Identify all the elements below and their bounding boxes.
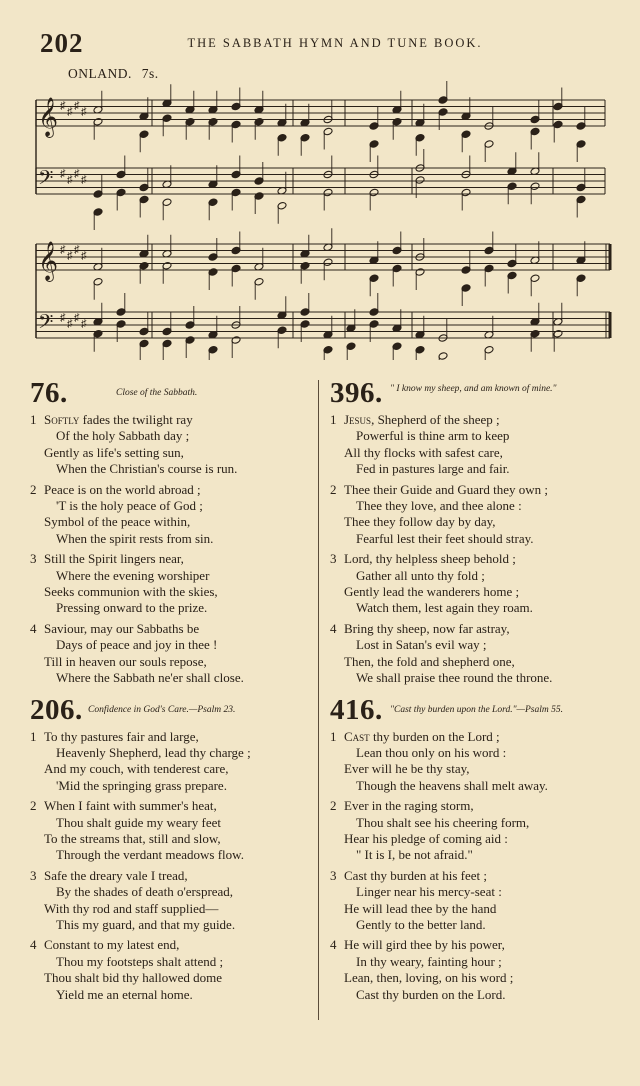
stanza-number: 3 xyxy=(330,551,337,567)
verse-line xyxy=(344,654,612,670)
verse-line xyxy=(44,937,312,953)
verse-text: Pressing onward to the prize. xyxy=(56,600,208,616)
stanza-number: 3 xyxy=(330,867,337,883)
verse-text: Where the evening worshiper xyxy=(56,567,210,583)
column-divider xyxy=(318,380,319,1020)
hymn-title: Close of the Sabbath. xyxy=(116,388,198,398)
stanza-number: 4 xyxy=(330,620,337,636)
verse-line xyxy=(44,670,312,686)
verse-line xyxy=(44,584,312,600)
verse-text: Thee their Guide and Guard they own ; xyxy=(344,481,548,497)
verse-line xyxy=(344,937,612,953)
sharp-sign: ♯ xyxy=(74,100,80,112)
page-number: 202 xyxy=(40,28,84,58)
verse-line xyxy=(44,987,312,1003)
first-word: Cast xyxy=(344,728,370,744)
verse-text: To thy pastures fair and large, xyxy=(44,728,199,744)
verse-line xyxy=(344,847,612,863)
first-word: Softly xyxy=(44,412,80,427)
verse-line xyxy=(44,847,312,863)
stanza xyxy=(30,798,312,864)
verse-line xyxy=(344,815,612,831)
verse-line xyxy=(344,531,612,547)
sharp-sign: ♯ xyxy=(81,318,87,330)
verse-text: Peace is on the world abroad ; xyxy=(44,481,201,497)
first-word: Jesus, xyxy=(344,412,375,427)
hymn-title: " I know my sheep, and am known of mine." xyxy=(390,384,557,394)
verse-line xyxy=(344,600,612,616)
verse-text: Yield me an eternal home. xyxy=(56,986,193,1002)
stanza-number: 4 xyxy=(30,620,37,636)
verse-text: In thy weary, fainting hour ; xyxy=(356,953,502,969)
sharp-sign: ♯ xyxy=(67,250,73,262)
sharp-sign: ♯ xyxy=(81,174,87,186)
verse-text: Thou my footsteps shalt attend ; xyxy=(56,953,224,969)
verse-line xyxy=(344,514,612,530)
verse-text: Fearful lest their feet should stray. xyxy=(356,530,534,546)
stanza xyxy=(30,551,312,617)
verse-text: Ever in the raging storm, xyxy=(344,798,474,814)
verse-text: By the shades of death o'erspread, xyxy=(56,884,234,900)
verse-text: Symbol of the peace within, xyxy=(44,514,191,530)
verse-text: Ever will he be thy stay, xyxy=(344,761,470,777)
verse-text: Safe the dreary vale I tread, xyxy=(44,867,188,883)
sharp-sign: ♯ xyxy=(74,312,80,324)
verse-text: thy burden on the Lord ; xyxy=(372,728,500,744)
running-title: THE SABBATH HYMN AND TUNE BOOK. xyxy=(187,36,483,50)
stanza xyxy=(330,729,612,795)
verse-text: Bring thy sheep, now far astray, xyxy=(344,620,510,636)
verse-line xyxy=(344,987,612,1003)
verse-line xyxy=(344,778,612,794)
verse-text: Till in heaven our souls repose, xyxy=(44,653,207,669)
verse-text: Shepherd of the sheep ; xyxy=(377,412,500,427)
hymn-number: 396. xyxy=(330,377,383,409)
verse-line xyxy=(44,600,312,616)
verse-line xyxy=(44,637,312,653)
stanza xyxy=(330,621,612,687)
verse-line xyxy=(44,884,312,900)
verse-text: Thou shalt bid thy hallowed dome xyxy=(44,970,223,986)
verse-text: Though the heavens shall melt away. xyxy=(356,777,548,793)
hymn-title: "Cast thy burden upon the Lord."—Psalm 55. xyxy=(390,704,563,715)
sharp-sign: ♯ xyxy=(60,168,66,180)
sharp-sign: ♯ xyxy=(81,250,87,262)
verse-line xyxy=(44,778,312,794)
sharp-sign: ♯ xyxy=(67,106,73,118)
verse-line xyxy=(44,729,312,745)
stanza xyxy=(30,482,312,548)
verse-text: Days of peace and joy in thee ! xyxy=(56,637,218,653)
verse-line xyxy=(344,729,612,745)
sharp-sign: ♯ xyxy=(81,106,87,118)
verse-line xyxy=(44,761,312,777)
verse-line xyxy=(344,428,612,444)
verse-line xyxy=(344,954,612,970)
stanza xyxy=(330,937,612,1003)
stanza-number: 1 xyxy=(30,728,37,744)
stanza-number: 1 xyxy=(330,728,337,744)
verse-line xyxy=(344,670,612,686)
verse-line xyxy=(344,917,612,933)
verse-text: Fed in pastures large and fair. xyxy=(356,461,510,477)
stanza-number: 1 xyxy=(30,412,37,427)
verse-text: Of the holy Sabbath day ; xyxy=(56,428,190,444)
verse-text: Linger near his mercy-seat : xyxy=(356,884,502,900)
verse-text: Constant to my latest end, xyxy=(44,937,180,953)
sharp-sign: ♯ xyxy=(74,168,80,180)
verse-line xyxy=(44,428,312,444)
verse-line xyxy=(344,445,612,461)
stanza xyxy=(330,412,612,478)
right-column xyxy=(330,375,612,1003)
verse-text: Cast thy burden on the Lord. xyxy=(356,986,506,1002)
verse-text: Thou shalt see his cheering form, xyxy=(356,814,530,830)
bass-clef: 𝄢 xyxy=(38,166,54,194)
verse-text: Thee they love, and thee alone : xyxy=(356,498,522,514)
music-score xyxy=(0,0,640,360)
verse-line xyxy=(44,531,312,547)
verse-text: And my couch, with tenderest care, xyxy=(44,761,229,777)
hymn-396 xyxy=(330,378,612,687)
stanza xyxy=(330,868,612,934)
verse-line xyxy=(44,901,312,917)
verse-line xyxy=(344,498,612,514)
verse-line xyxy=(344,868,612,884)
left-column xyxy=(30,375,312,1003)
verse-line xyxy=(344,551,612,567)
sharp-sign: ♯ xyxy=(67,318,73,330)
verse-line xyxy=(44,482,312,498)
sharp-sign: ♯ xyxy=(74,244,80,256)
verse-text: 'T is the holy peace of God ; xyxy=(56,498,203,514)
stanza xyxy=(30,868,312,934)
verse-line xyxy=(44,551,312,567)
verse-line xyxy=(344,745,612,761)
verse-text: When the Christian's course is run. xyxy=(56,461,238,477)
verse-text: Saviour, may our Sabbaths be xyxy=(44,620,200,636)
verse-line xyxy=(44,745,312,761)
verse-text: " It is I, be not afraid." xyxy=(356,847,473,863)
verse-line xyxy=(44,954,312,970)
verse-text: Thee they follow day by day, xyxy=(344,514,496,530)
verse-line xyxy=(344,568,612,584)
bass-clef: 𝄢 xyxy=(38,310,54,338)
verse-text: Cast thy burden at his feet ; xyxy=(344,867,487,883)
verse-text: Gently to the better land. xyxy=(356,916,486,932)
verse-line xyxy=(344,901,612,917)
stanza xyxy=(30,412,312,478)
hymn-title: Confidence in God's Care.—Psalm 23. xyxy=(88,704,236,715)
stanza xyxy=(30,729,312,795)
stanza-number: 4 xyxy=(330,937,337,953)
verse-text: Gently as life's setting sun, xyxy=(44,444,184,460)
verse-text: Gather all unto thy fold ; xyxy=(356,567,485,583)
stanza xyxy=(330,482,612,548)
verse-line xyxy=(344,482,612,498)
treble-clef: 𝄞 xyxy=(38,97,59,137)
verse-text: Gently lead the wanderers home ; xyxy=(344,584,520,600)
sharp-sign: ♯ xyxy=(67,174,73,186)
verse-line xyxy=(344,970,612,986)
verse-text: fades the twilight ray xyxy=(82,412,193,427)
stanza xyxy=(330,798,612,864)
verse-text: Lean, then, loving, on his word ; xyxy=(344,970,514,986)
hymn-number: 206. xyxy=(30,693,83,726)
stanza-number: 2 xyxy=(30,798,37,814)
verse-text: Lost in Satan's evil way ; xyxy=(356,637,487,653)
verse-text: Hear his pledge of coming aid : xyxy=(344,830,508,846)
verse-line xyxy=(44,798,312,814)
verse-text: Through the verdant meadows flow. xyxy=(56,847,244,863)
sharp-sign: ♯ xyxy=(60,244,66,256)
verse-text: Lean thou only on his word : xyxy=(356,744,507,760)
verse-line xyxy=(344,761,612,777)
verse-line xyxy=(44,445,312,461)
verse-text: Lord, thy helpless sheep behold ; xyxy=(344,551,516,567)
verse-line xyxy=(44,498,312,514)
verse-line xyxy=(44,568,312,584)
verse-text: He will gird thee by his power, xyxy=(344,937,505,953)
verse-text: To the streams that, still and slow, xyxy=(44,830,221,846)
hymn-206 xyxy=(30,695,312,1004)
stanza-number: 2 xyxy=(330,481,337,497)
stanza-number: 4 xyxy=(30,937,37,953)
verse-text: With thy rod and staff supplied— xyxy=(44,900,219,916)
verse-line xyxy=(44,412,312,428)
hymn-76 xyxy=(30,378,312,687)
verse-line xyxy=(344,584,612,600)
verse-text: When the spirit rests from sin. xyxy=(56,530,214,546)
verse-line xyxy=(44,917,312,933)
verse-text: When I faint with summer's heat, xyxy=(44,798,217,814)
hymn-number: 416. xyxy=(330,693,383,726)
hymn-416 xyxy=(330,695,612,1004)
stanza xyxy=(30,937,312,1003)
stanza-number: 2 xyxy=(30,481,37,497)
verse-text: All thy flocks with safest care, xyxy=(344,444,503,460)
verse-line xyxy=(44,461,312,477)
verse-text: 'Mid the springing grass prepare. xyxy=(56,777,227,793)
verse-line xyxy=(44,815,312,831)
verse-line xyxy=(44,868,312,884)
tune-name: ONLAND. xyxy=(68,66,132,81)
verse-text: Thou shalt guide my weary feet xyxy=(56,814,221,830)
verse-text: Then, the fold and shepherd one, xyxy=(344,653,515,669)
stanza-number: 1 xyxy=(330,412,337,427)
treble-clef: 𝄞 xyxy=(38,241,59,281)
verse-line xyxy=(44,831,312,847)
verse-text: Watch them, lest again they roam. xyxy=(356,600,533,616)
verse-text: He will lead thee by the hand xyxy=(344,900,497,916)
verse-line xyxy=(344,412,612,428)
verse-line xyxy=(344,884,612,900)
sharp-sign: ♯ xyxy=(60,312,66,324)
verse-text: Heavenly Shepherd, lead thy charge ; xyxy=(56,744,251,760)
verse-line xyxy=(44,621,312,637)
verse-text: Where the Sabbath ne'er shall close. xyxy=(56,670,244,686)
stanza xyxy=(30,621,312,687)
sharp-sign: ♯ xyxy=(60,100,66,112)
stanza-number: 3 xyxy=(30,551,37,567)
verse-line xyxy=(44,514,312,530)
verse-line xyxy=(344,621,612,637)
stanza-number: 2 xyxy=(330,798,337,814)
hymn-number: 76. xyxy=(30,377,68,409)
verse-text: This my guard, and that my guide. xyxy=(56,916,236,932)
stanza xyxy=(330,551,612,617)
verse-text: We shall praise thee round the throne. xyxy=(356,670,553,686)
verse-line xyxy=(344,798,612,814)
verse-line xyxy=(44,970,312,986)
tune-meter: 7s. xyxy=(141,66,159,81)
stanza-number: 3 xyxy=(30,867,37,883)
verse-line xyxy=(344,831,612,847)
verse-text: Seeks communion with the skies, xyxy=(44,584,218,600)
verse-text: Powerful is thine arm to keep xyxy=(356,428,510,444)
verse-text: Still the Spirit lingers near, xyxy=(44,551,184,567)
verse-line xyxy=(344,461,612,477)
verse-line xyxy=(44,654,312,670)
verse-line xyxy=(344,637,612,653)
